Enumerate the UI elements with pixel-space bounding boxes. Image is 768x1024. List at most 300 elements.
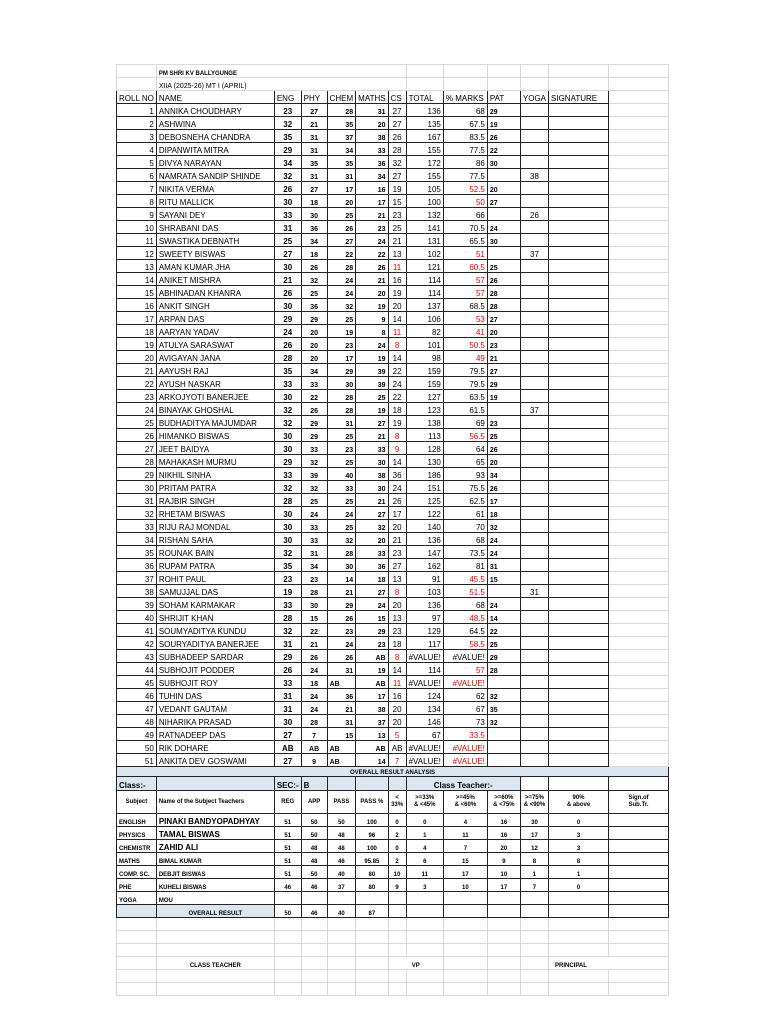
eng-mark: 29	[274, 455, 301, 468]
percent-marks: 66	[443, 208, 487, 221]
maths-mark: 21	[356, 273, 388, 286]
total-mark: 147	[406, 546, 443, 559]
phy-mark: 34	[301, 559, 327, 572]
analysis-b60-75: 9	[487, 853, 520, 866]
pat-mark: 27	[487, 195, 520, 208]
eng-mark: 30	[274, 429, 301, 442]
total-mark: 117	[406, 637, 443, 650]
analysis-pass-pct: 100	[356, 814, 388, 827]
roll-no: 29	[117, 468, 157, 481]
student-name: DIPANWITA MITRA	[156, 143, 274, 156]
analysis-b45-60: 7	[443, 840, 487, 853]
pat-mark: 26	[487, 130, 520, 143]
student-name: RATNADEEP DAS	[156, 728, 274, 741]
signature-cell	[549, 338, 609, 351]
maths-mark: 33	[356, 143, 388, 156]
vp-sign-label: VP	[388, 957, 443, 970]
percent-marks: 79.5	[443, 377, 487, 390]
roll-no: 42	[117, 637, 157, 650]
roll-no: 34	[117, 533, 157, 546]
analysis-subject: PHE	[117, 879, 157, 892]
maths-mark: 19	[356, 351, 388, 364]
eng-mark: 30	[274, 715, 301, 728]
student-name: TUHIN DAS	[156, 689, 274, 702]
analysis-sign	[609, 892, 669, 905]
student-row	[117, 234, 669, 247]
yoga-mark	[520, 364, 548, 377]
chem-mark: 24	[327, 273, 356, 286]
chem-mark: 26	[327, 650, 356, 663]
analysis-app	[301, 892, 327, 905]
signature-cell	[549, 533, 609, 546]
student-name: ROHIT PAUL	[156, 572, 274, 585]
analysis-reg: 46	[274, 879, 301, 892]
pat-mark: 14	[487, 611, 520, 624]
signature-cell	[549, 507, 609, 520]
student-name: SAYANI DEY	[156, 208, 274, 221]
analysis-reg: 51	[274, 866, 301, 879]
phy-mark: 15	[301, 611, 327, 624]
header-phy: PHY	[301, 91, 327, 104]
cs-mark: 27	[388, 559, 406, 572]
yoga-mark	[520, 260, 548, 273]
analysis-reg: 51	[274, 840, 301, 853]
analysis-teacher: PINAKI BANDYOPADHYAY	[156, 814, 274, 827]
yoga-mark	[520, 429, 548, 442]
total-mark: 125	[406, 494, 443, 507]
analysis-pass: 48	[327, 840, 356, 853]
chem-mark: AB	[327, 741, 356, 754]
cs-mark: 19	[388, 182, 406, 195]
total-mark: #VALUE!	[406, 650, 443, 663]
eng-mark: 25	[274, 234, 301, 247]
roll-no: 5	[117, 156, 157, 169]
total-mark: 102	[406, 247, 443, 260]
pat-mark: 21	[487, 351, 520, 364]
roll-no: 12	[117, 247, 157, 260]
student-row	[117, 104, 669, 117]
maths-mark: 39	[356, 377, 388, 390]
class-teacher-label: Class Teacher:-	[406, 777, 520, 791]
total-mark: 186	[406, 468, 443, 481]
maths-mark: 29	[356, 624, 388, 637]
principal-sign-label: PRINCIPAL	[549, 957, 669, 970]
chem-mark: 37	[327, 130, 356, 143]
analysis-lt33: 0	[388, 814, 406, 827]
maths-mark: 36	[356, 156, 388, 169]
yoga-mark	[520, 624, 548, 637]
overall-result-label: OVERALL RESULT	[156, 905, 274, 918]
percent-marks: 73.5	[443, 546, 487, 559]
total-mark: 128	[406, 442, 443, 455]
analysis-subject: MATHS	[117, 853, 157, 866]
eng-mark: 31	[274, 221, 301, 234]
phy-mark: 18	[301, 676, 327, 689]
chem-mark: 23	[327, 442, 356, 455]
phy-mark: 24	[301, 507, 327, 520]
signature-cell	[549, 572, 609, 585]
analysis-b75-90	[520, 892, 548, 905]
eng-mark: 32	[274, 169, 301, 182]
total-mark: 146	[406, 715, 443, 728]
student-name: AARYAN YADAV	[156, 325, 274, 338]
yoga-mark	[520, 572, 548, 585]
phy-mark: 20	[301, 351, 327, 364]
roll-no: 19	[117, 338, 157, 351]
total-mark: 105	[406, 182, 443, 195]
signature-cell	[549, 208, 609, 221]
eng-mark: 33	[274, 208, 301, 221]
student-name: AAYUSH RAJ	[156, 364, 274, 377]
analysis-ge90: 0	[549, 879, 609, 892]
cs-mark: 22	[388, 364, 406, 377]
cs-mark: 23	[388, 208, 406, 221]
signature-cell	[549, 104, 609, 117]
cs-mark: AB	[388, 741, 406, 754]
signature-cell	[549, 637, 609, 650]
eng-mark: 26	[274, 338, 301, 351]
yoga-mark	[520, 182, 548, 195]
total-mark: 138	[406, 416, 443, 429]
maths-mark: 20	[356, 533, 388, 546]
roll-no: 13	[117, 260, 157, 273]
roll-no: 30	[117, 481, 157, 494]
eng-mark: 35	[274, 364, 301, 377]
student-name: RISHAN SAHA	[156, 533, 274, 546]
analysis-app: 46	[301, 879, 327, 892]
roll-no: 15	[117, 286, 157, 299]
percent-marks: #VALUE!	[443, 754, 487, 767]
maths-mark: 19	[356, 663, 388, 676]
roll-no: 31	[117, 494, 157, 507]
student-row	[117, 741, 669, 754]
student-row	[117, 728, 669, 741]
cs-mark: 36	[388, 468, 406, 481]
signature-cell	[549, 377, 609, 390]
total-mark: 135	[406, 117, 443, 130]
cs-mark: 20	[388, 702, 406, 715]
overall-reg: 50	[274, 905, 301, 918]
student-name: ANKITA DEV GOSWAMI	[156, 754, 274, 767]
pat-mark: 24	[487, 546, 520, 559]
pat-mark	[487, 741, 520, 754]
eng-mark: 24	[274, 325, 301, 338]
header-roll: ROLL NO	[117, 91, 157, 104]
header-pct: % MARKS	[443, 91, 487, 104]
cs-mark: 20	[388, 299, 406, 312]
signature-cell	[549, 611, 609, 624]
phy-mark: 22	[301, 390, 327, 403]
pat-mark	[487, 169, 520, 182]
student-name: ROUNAK BAIN	[156, 546, 274, 559]
pat-mark: 32	[487, 520, 520, 533]
overall-result-row	[117, 905, 669, 918]
roll-no: 9	[117, 208, 157, 221]
student-row	[117, 481, 669, 494]
student-row	[117, 364, 669, 377]
percent-marks: 77.5	[443, 143, 487, 156]
header-eng: ENG	[274, 91, 301, 104]
phy-mark: 24	[301, 663, 327, 676]
student-name: SOUMYADITYA KUNDU	[156, 624, 274, 637]
chem-mark: 24	[327, 507, 356, 520]
student-name: JEET BAIDYA	[156, 442, 274, 455]
percent-marks: 83.5	[443, 130, 487, 143]
yoga-mark	[520, 195, 548, 208]
student-name: ARPAN DAS	[156, 312, 274, 325]
analysis-ge90	[549, 892, 609, 905]
signature-cell	[549, 520, 609, 533]
student-row	[117, 273, 669, 286]
analysis-header-sign: Sign.of Sub.Tr.	[609, 791, 669, 814]
analysis-pass: 40	[327, 866, 356, 879]
percent-marks: 60.5	[443, 260, 487, 273]
phy-mark: 30	[301, 598, 327, 611]
maths-mark: 37	[356, 715, 388, 728]
signature-cell	[549, 182, 609, 195]
cs-mark: 20	[388, 715, 406, 728]
signature-cell	[549, 702, 609, 715]
analysis-b75-90: 12	[520, 840, 548, 853]
roll-no: 27	[117, 442, 157, 455]
percent-marks: 61.5	[443, 403, 487, 416]
analysis-b33-45: 0	[406, 814, 443, 827]
signature-cell	[549, 130, 609, 143]
student-row	[117, 429, 669, 442]
eng-mark: 33	[274, 676, 301, 689]
signature-cell	[549, 481, 609, 494]
analysis-b33-45: 11	[406, 866, 443, 879]
analysis-b75-90: 17	[520, 827, 548, 840]
cs-mark: 17	[388, 507, 406, 520]
eng-mark: 27	[274, 728, 301, 741]
total-mark: 106	[406, 312, 443, 325]
percent-marks: 67.5	[443, 117, 487, 130]
maths-mark: 22	[356, 247, 388, 260]
total-mark: 131	[406, 234, 443, 247]
yoga-mark	[520, 390, 548, 403]
yoga-mark	[520, 442, 548, 455]
eng-mark: 32	[274, 624, 301, 637]
pat-mark: 20	[487, 325, 520, 338]
overall-pass-pct: 87	[356, 905, 388, 918]
analysis-b60-75: 17	[487, 879, 520, 892]
percent-marks: 68	[443, 104, 487, 117]
eng-mark: 33	[274, 468, 301, 481]
chem-mark: AB	[327, 676, 356, 689]
yoga-mark	[520, 598, 548, 611]
total-mark: 137	[406, 299, 443, 312]
maths-mark: 39	[356, 364, 388, 377]
yoga-mark	[520, 455, 548, 468]
signature-cell	[549, 234, 609, 247]
eng-mark: 30	[274, 520, 301, 533]
student-row	[117, 130, 669, 143]
eng-mark: 27	[274, 247, 301, 260]
roll-no: 16	[117, 299, 157, 312]
phy-mark: 32	[301, 273, 327, 286]
phy-mark: 36	[301, 299, 327, 312]
maths-mark: 24	[356, 234, 388, 247]
pat-mark: 25	[487, 637, 520, 650]
student-row	[117, 468, 669, 481]
chem-mark: 25	[327, 312, 356, 325]
pat-mark: 19	[487, 117, 520, 130]
analysis-ge90: 1	[549, 866, 609, 879]
analysis-ge90: 8	[549, 853, 609, 866]
eng-mark: 30	[274, 507, 301, 520]
analysis-teacher: ZAHID ALI	[156, 840, 274, 853]
student-row	[117, 169, 669, 182]
cs-mark: 32	[388, 156, 406, 169]
total-mark: 130	[406, 455, 443, 468]
total-mark: 103	[406, 585, 443, 598]
roll-no: 36	[117, 559, 157, 572]
maths-mark: 25	[356, 390, 388, 403]
column-header-row	[117, 91, 669, 104]
cs-mark: 20	[388, 598, 406, 611]
chem-mark: 22	[327, 247, 356, 260]
maths-mark: AB	[356, 650, 388, 663]
yoga-mark	[520, 468, 548, 481]
yoga-mark	[520, 312, 548, 325]
percent-marks: 56.5	[443, 429, 487, 442]
pat-mark: 24	[487, 598, 520, 611]
cs-mark: 13	[388, 611, 406, 624]
total-mark: 136	[406, 598, 443, 611]
cs-mark: 11	[388, 260, 406, 273]
signature-cell	[549, 260, 609, 273]
percent-marks: 48.5	[443, 611, 487, 624]
yoga-mark	[520, 650, 548, 663]
cs-mark: 24	[388, 377, 406, 390]
maths-mark: 19	[356, 299, 388, 312]
analysis-header-60-75: >=60% & <75%	[487, 791, 520, 814]
phy-mark: 34	[301, 364, 327, 377]
yoga-mark	[520, 117, 548, 130]
analysis-lt33: 2	[388, 853, 406, 866]
cs-mark: 5	[388, 728, 406, 741]
signature-cell	[549, 390, 609, 403]
roll-no: 37	[117, 572, 157, 585]
total-mark: 123	[406, 403, 443, 416]
chem-mark: 31	[327, 715, 356, 728]
total-mark: #VALUE!	[406, 754, 443, 767]
signature-cell	[549, 455, 609, 468]
analysis-header-75-90: >=75% & <90%	[520, 791, 548, 814]
student-name: DIVYA NARAYAN	[156, 156, 274, 169]
phy-mark: 22	[301, 624, 327, 637]
percent-marks: 64.5	[443, 624, 487, 637]
student-row	[117, 559, 669, 572]
total-mark: 129	[406, 624, 443, 637]
sec-value: B	[301, 777, 327, 791]
cs-mark: 28	[388, 143, 406, 156]
yoga-mark	[520, 351, 548, 364]
eng-mark: 35	[274, 130, 301, 143]
chem-mark: 17	[327, 182, 356, 195]
signature-cell	[549, 585, 609, 598]
student-row	[117, 195, 669, 208]
pat-mark: 19	[487, 390, 520, 403]
analysis-b33-45	[406, 892, 443, 905]
signature-cell	[549, 728, 609, 741]
phy-mark: 18	[301, 247, 327, 260]
total-mark: 159	[406, 364, 443, 377]
maths-mark: 27	[356, 585, 388, 598]
pat-mark: 29	[487, 104, 520, 117]
student-name: ABHINADAN KHANRA	[156, 286, 274, 299]
student-row	[117, 598, 669, 611]
analysis-reg: 51	[274, 853, 301, 866]
title-row	[117, 65, 669, 78]
signature-cell	[549, 169, 609, 182]
sec-label: SEC:-	[274, 777, 301, 791]
maths-mark: 21	[356, 494, 388, 507]
total-mark: 155	[406, 169, 443, 182]
signature-cell	[549, 273, 609, 286]
total-mark: 159	[406, 377, 443, 390]
maths-mark: 8	[356, 325, 388, 338]
pat-mark: 28	[487, 286, 520, 299]
analysis-b75-90: 8	[520, 853, 548, 866]
analysis-b75-90: 30	[520, 814, 548, 827]
analysis-pass: 50	[327, 814, 356, 827]
analysis-ge90: 3	[549, 827, 609, 840]
percent-marks: 79.5	[443, 364, 487, 377]
chem-mark: 28	[327, 390, 356, 403]
chem-mark: 29	[327, 598, 356, 611]
analysis-b45-60: 11	[443, 827, 487, 840]
pat-mark: 25	[487, 429, 520, 442]
phy-mark: 26	[301, 650, 327, 663]
analysis-reg	[274, 892, 301, 905]
analysis-b75-90: 1	[520, 866, 548, 879]
percent-marks: 33.5	[443, 728, 487, 741]
eng-mark: 28	[274, 611, 301, 624]
pat-mark: 20	[487, 455, 520, 468]
phy-mark: 24	[301, 702, 327, 715]
eng-mark: 23	[274, 104, 301, 117]
analysis-subject: ENGLISH	[117, 814, 157, 827]
chem-mark: 28	[327, 403, 356, 416]
analysis-row	[117, 840, 669, 853]
roll-no: 6	[117, 169, 157, 182]
analysis-app: 48	[301, 840, 327, 853]
percent-marks: 77.5	[443, 169, 487, 182]
roll-no: 2	[117, 117, 157, 130]
cs-mark: 11	[388, 325, 406, 338]
cs-mark: 20	[388, 520, 406, 533]
maths-mark: 38	[356, 130, 388, 143]
total-mark: 172	[406, 156, 443, 169]
student-row	[117, 546, 669, 559]
pat-mark: 17	[487, 494, 520, 507]
analysis-b45-60: 17	[443, 866, 487, 879]
phy-mark: 20	[301, 325, 327, 338]
signature-cell	[549, 117, 609, 130]
pat-mark: 35	[487, 702, 520, 715]
chem-mark: 19	[327, 325, 356, 338]
chem-mark: 26	[327, 611, 356, 624]
chem-mark: 40	[327, 468, 356, 481]
phy-mark: 32	[301, 481, 327, 494]
yoga-mark	[520, 728, 548, 741]
cs-mark: 8	[388, 650, 406, 663]
cs-mark: 8	[388, 429, 406, 442]
roll-no: 17	[117, 312, 157, 325]
pat-mark: 18	[487, 507, 520, 520]
